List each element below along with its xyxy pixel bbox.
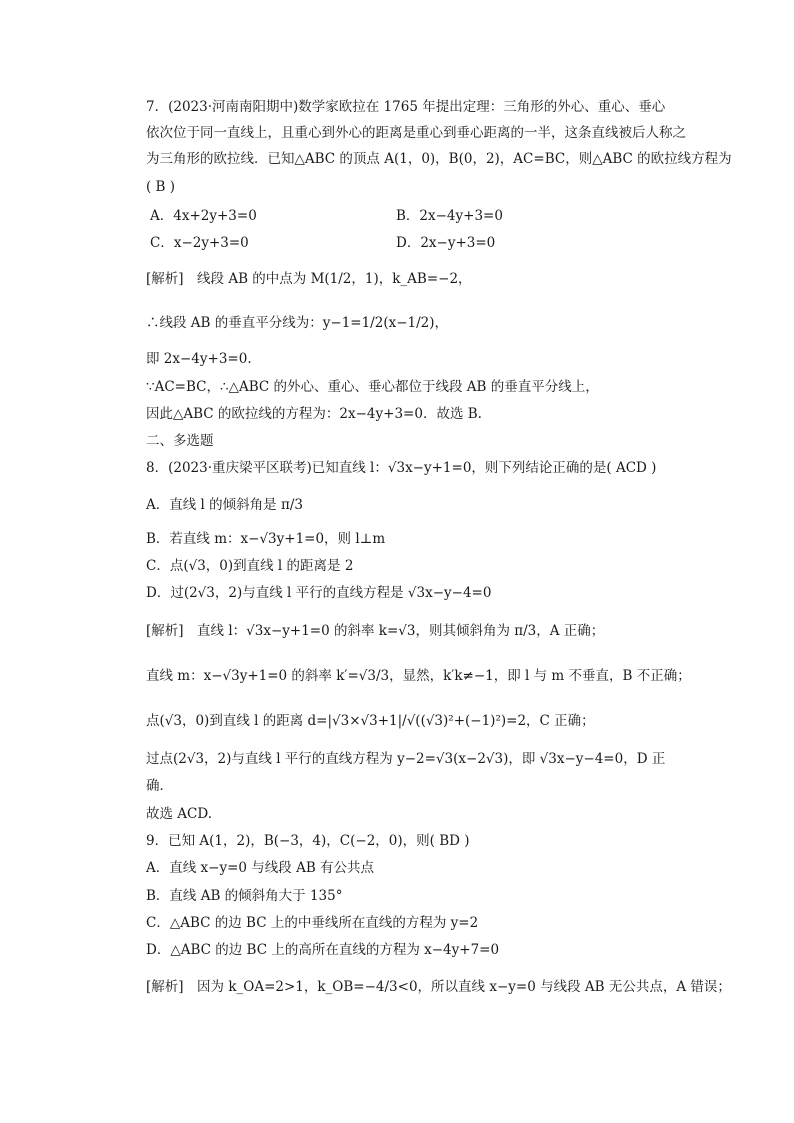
q8-analysis-line-3: 点(√3，0)到直线 l 的距离 d=|√3×√3+1|/√((√3)²+(−1)²)=2，C 正确； (146, 713, 595, 729)
q7-analysis-line-1: [解析] 线段 AB 的中点为 M(1/2，1)，k_AB=−2， (146, 271, 472, 287)
q8-analysis-line-6: 故选 ACD. (146, 806, 213, 822)
q9-option-c: C．△ABC 的边 BC 上的中垂线所在直线的方程为 y=2 (146, 915, 479, 931)
q7-option-b: B．2x−4y+3=0 (396, 208, 503, 224)
q9-option-a: A．直线 x−y=0 与线段 AB 有公共点 (146, 860, 375, 876)
q7-option-d: D．2x−y+3=0 (396, 235, 496, 251)
q7-option-a: A．4x+2y+3=0 (150, 208, 257, 224)
q8-analysis-line-1: [解析] 直线 l：√3x−y+1=0 的斜率 k=√3，则其倾斜角为 π/3，A 正确； (146, 623, 605, 639)
q8-analysis-line-4: 过点(2√3，2)与直线 l 平行的直线方程为 y−2=√3(x−2√3)，即 √3x−y−4=0，D 正 (146, 751, 666, 767)
q8-option-c: C．点(√3，0)到直线 l 的距离是 2 (146, 558, 354, 574)
q7-stem-line-2: 依次位于同一直线上，且重心到外心的距离是重心到垂心距离的一半，这条直线被后人称之 (146, 125, 686, 141)
q7-analysis-line-4: ∵AC=BC，∴△ABC 的外心、重心、垂心都位于线段 AB 的垂直平分线上， (146, 379, 599, 395)
q8-option-d: D．过(2√3，2)与直线 l 平行的直线方程是 √3x−y−4=0 (146, 585, 492, 601)
q7-answer: ( B ) (146, 179, 176, 195)
q8-option-a: A．直线 l 的倾斜角是 π/3 (146, 497, 303, 513)
q9-option-d: D．△ABC 的边 BC 上的高所在直线的方程为 x−4y+7=0 (146, 942, 500, 958)
q9-option-b: B．直线 AB 的倾斜角大于 135° (146, 888, 343, 904)
q9-analysis-line-1: [解析] 因为 k_OA=2>1，k_OB=−4/3<0，所以直线 x−y=0 与线段 AB 无公共点，A 错误； (146, 979, 731, 995)
q7-stem-line-3: 为三角形的欧拉线．已知△ABC 的顶点 A(1，0)，B(0，2)，AC=BC，则△ABC 的欧拉线方程为 (146, 151, 732, 167)
q7-analysis-line-2: ∴线段 AB 的垂直平分线为：y−1=1/2(x−1/2)， (146, 315, 449, 331)
q7-analysis-line-3: 即 2x−4y+3=0. (146, 351, 252, 367)
q7-stem-line-1: 7．(2023·河南南阳期中)数学家欧拉在 1765 年提出定理：三角形的外心、重心、垂心 (146, 99, 666, 115)
q8-option-b: B．若直线 m：x−√3y+1=0，则 l⊥m (146, 531, 386, 547)
q7-analysis-line-5: 因此△ABC 的欧拉线的方程为：2x−4y+3=0．故选 B. (146, 406, 482, 422)
section-title: 二、多选题 (146, 433, 214, 449)
q8-stem: 8．(2023·重庆梁平区联考)已知直线 l：√3x−y+1=0，则下列结论正确的是( ACD ) (146, 460, 657, 476)
q8-analysis-line-5: 确． (146, 778, 173, 794)
q8-analysis-line-2: 直线 m：x−√3y+1=0 的斜率 k′=√3/3，显然，k′k≠−1，即 l 与 m 不垂直，B 不正确； (146, 668, 691, 684)
q9-stem: 9．已知 A(1，2)，B(−3，4)，C(−2，0)，则( BD ) (146, 833, 470, 849)
q7-option-c: C．x−2y+3=0 (150, 235, 249, 251)
